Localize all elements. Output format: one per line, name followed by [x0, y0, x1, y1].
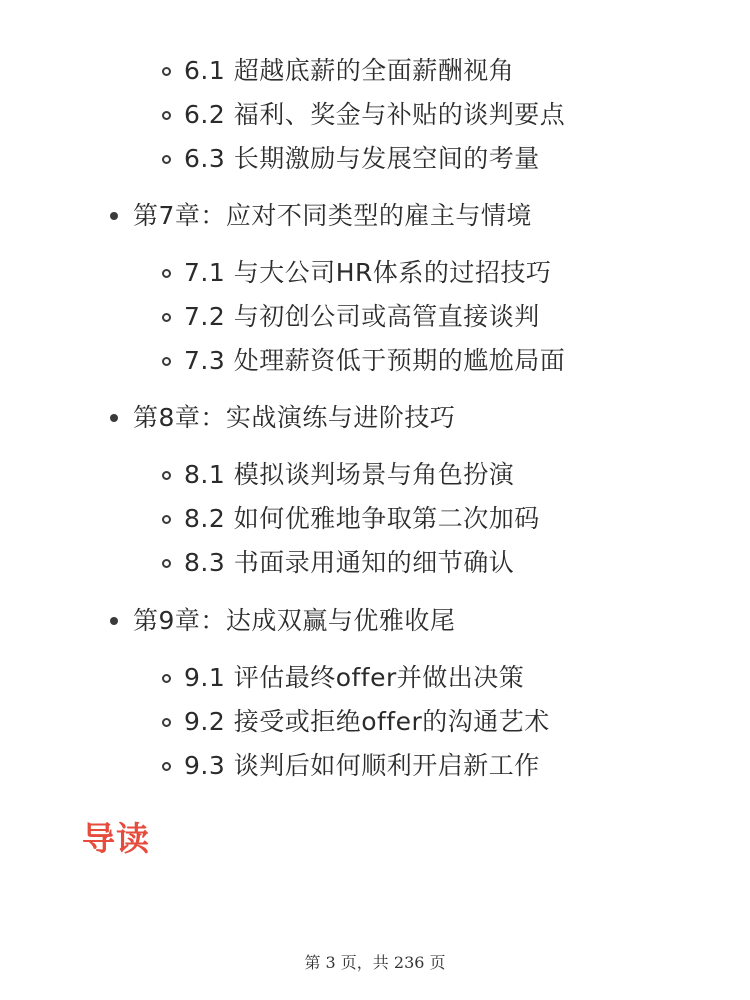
- toc-section-9-2[interactable]: [162, 705, 550, 739]
- toc-chapter-label: 第7章：应对不同类型的雇主与情境: [133, 201, 532, 230]
- toc-section-label: 6.2 福利、奖金与补贴的谈判要点: [184, 100, 566, 129]
- toc-section-6-3[interactable]: [162, 142, 540, 176]
- toc-section-label: 6.1 超越底薪的全面薪酬视角: [184, 56, 515, 85]
- toc-section-label: 9.1 评估最终offer并做出决策: [184, 663, 525, 692]
- circle-bullet-icon: [162, 269, 171, 278]
- toc-chapter-8[interactable]: [110, 401, 455, 435]
- toc-chapter-label: 第8章：实战演练与进阶技巧: [133, 403, 456, 432]
- section-heading: 导读: [82, 819, 150, 858]
- toc-section-8-2[interactable]: [162, 502, 540, 536]
- circle-bullet-icon: [162, 67, 171, 76]
- circle-bullet-icon: [162, 471, 171, 480]
- toc-section-7-1[interactable]: [162, 256, 551, 290]
- toc-section-label: 8.2 如何优雅地争取第二次加码: [184, 504, 540, 533]
- toc-chapter-7[interactable]: [110, 199, 532, 233]
- circle-bullet-icon: [162, 718, 171, 727]
- toc-section-6-1[interactable]: [162, 54, 514, 88]
- toc-section-7-2[interactable]: [162, 300, 540, 334]
- toc-section-8-3[interactable]: [162, 546, 514, 580]
- toc-section-label: 6.3 长期激励与发展空间的考量: [184, 144, 540, 173]
- toc-section-6-2[interactable]: [162, 98, 565, 132]
- circle-bullet-icon: [162, 515, 171, 524]
- circle-bullet-icon: [162, 155, 171, 164]
- toc-chapter-label: 第9章：达成双赢与优雅收尾: [133, 606, 456, 635]
- toc-section-label: 7.3 处理薪资低于预期的尴尬局面: [184, 346, 566, 375]
- circle-bullet-icon: [162, 111, 171, 120]
- toc-section-9-1[interactable]: [162, 661, 524, 695]
- page-footer: 第 3 页，共 236 页: [304, 953, 446, 972]
- disc-bullet-icon: [110, 617, 118, 625]
- disc-bullet-icon: [110, 212, 118, 220]
- circle-bullet-icon: [162, 559, 171, 568]
- circle-bullet-icon: [162, 357, 171, 366]
- toc-section-label: 7.2 与初创公司或高管直接谈判: [184, 302, 540, 331]
- toc-section-7-3[interactable]: [162, 344, 565, 378]
- toc-section-label: 8.3 书面录用通知的细节确认: [184, 548, 515, 577]
- disc-bullet-icon: [110, 414, 118, 422]
- toc-section-label: 7.1 与大公司HR体系的过招技巧: [184, 258, 552, 287]
- circle-bullet-icon: [162, 313, 171, 322]
- toc-section-8-1[interactable]: [162, 458, 514, 492]
- circle-bullet-icon: [162, 674, 171, 683]
- toc-section-label: 9.3 谈判后如何顺利开启新工作: [184, 751, 540, 780]
- toc-section-label: 9.2 接受或拒绝offer的沟通艺术: [184, 707, 550, 736]
- toc-chapter-9[interactable]: [110, 604, 455, 638]
- toc-section-9-3[interactable]: [162, 749, 540, 783]
- circle-bullet-icon: [162, 762, 171, 771]
- toc-section-label: 8.1 模拟谈判场景与角色扮演: [184, 460, 515, 489]
